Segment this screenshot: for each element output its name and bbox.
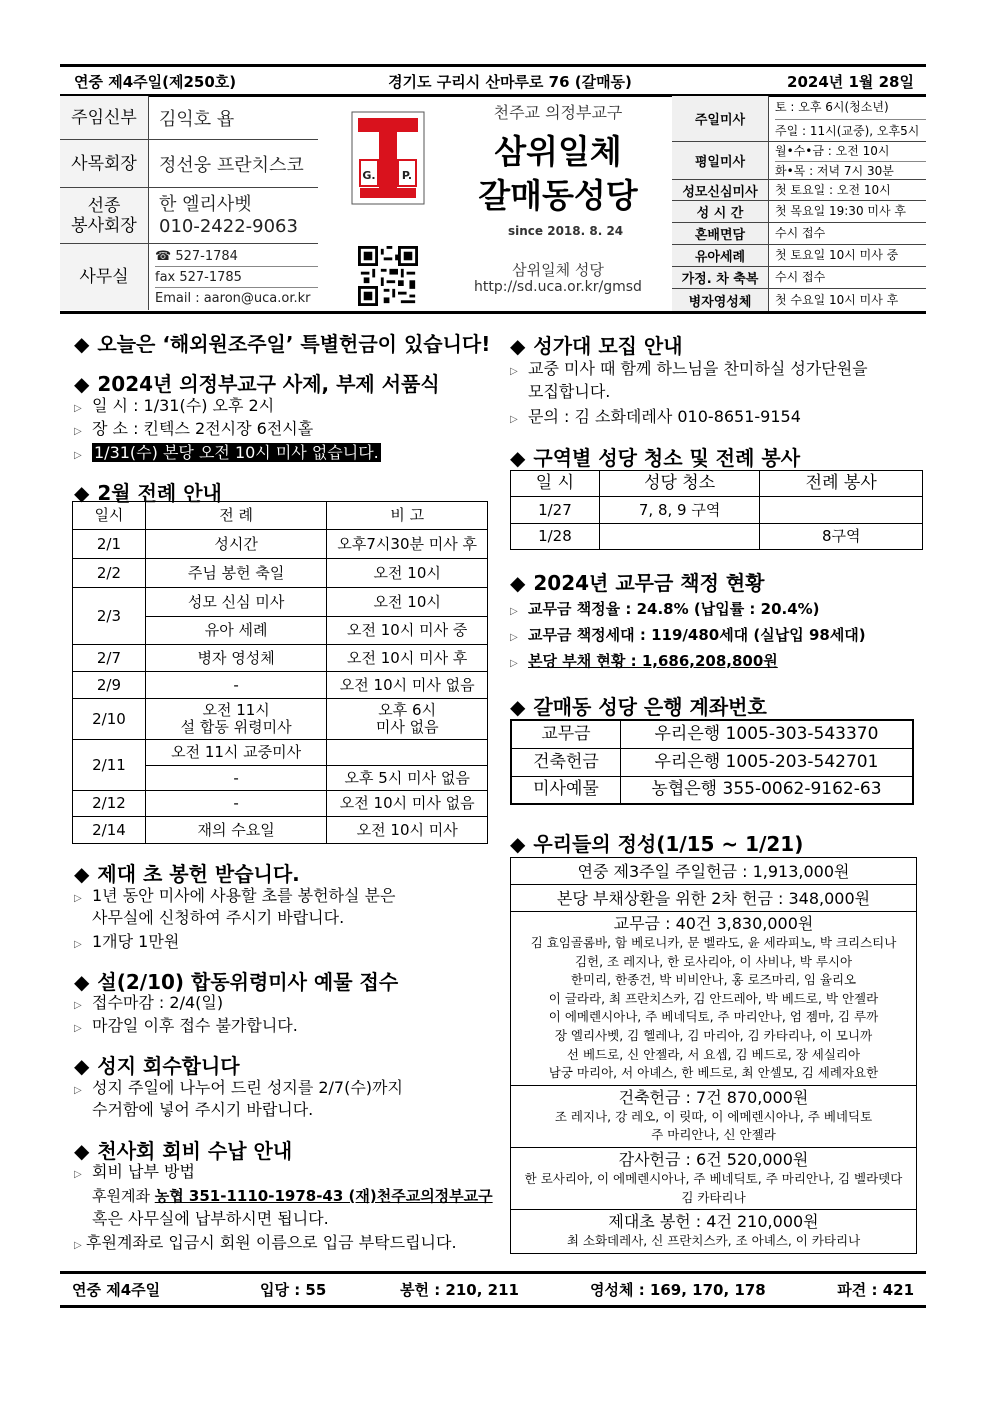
mass-time-line: 토 : 오후 6시(청소년) bbox=[775, 99, 889, 114]
name-line: 한미리, 한종건, 박 비비안나, 홍 로즈마리, 임 율리오 bbox=[570, 972, 857, 988]
mass-label: 병자영성체 bbox=[672, 289, 768, 311]
table-row: 2/3 성모 신심 미사 오전 10시 bbox=[73, 588, 488, 617]
office-info bbox=[148, 244, 318, 310]
table-header-row: 일 시 성당 청소 전례 봉사 bbox=[511, 471, 923, 497]
triangle-icon: ▷ bbox=[74, 939, 82, 950]
name-line: 주 마리안나, 신 안젤라 bbox=[651, 1127, 776, 1143]
col-liturgy: 전 례 bbox=[145, 502, 327, 530]
triangle-icon: ▷ bbox=[74, 426, 82, 437]
triangle-icon: ▷ bbox=[74, 1085, 82, 1096]
mass-label: 가정. 차 축복 bbox=[672, 267, 768, 288]
diamond-icon: ◆ bbox=[510, 832, 526, 856]
office-email: Email : aaron@uca.or.kr bbox=[155, 290, 311, 306]
diamond-icon: ◆ bbox=[74, 1054, 90, 1078]
table-row bbox=[511, 885, 917, 912]
triangle-icon: ▷ bbox=[510, 632, 518, 643]
col-date: 일시 bbox=[73, 502, 146, 530]
pastor-row bbox=[60, 96, 318, 140]
table-row: 2/12 - 오전 10시 미사 없음 bbox=[73, 791, 488, 817]
name-line: 최 소화데레사, 신 프란치스카, 조 아녜스, 이 카타리나 bbox=[566, 1233, 861, 1249]
site-url[interactable]: http://sd.uca.or.kr/gmsd bbox=[474, 279, 642, 295]
office-row bbox=[60, 244, 318, 310]
palm-info-cont: 수거함에 넣어 주시기 바랍니다. bbox=[92, 1100, 314, 1119]
tithe-rate: ▷ 교무금 책정율 : 24.8% (납입률 : 20.4%) bbox=[510, 598, 820, 623]
choir-info: ▷ 교중 미사 때 함께 하느님을 찬미하실 성가단원을 bbox=[510, 358, 868, 383]
table-row bbox=[511, 1210, 917, 1254]
name-line: 남궁 마리아, 서 아녜스, 한 베드로, 최 안셀모, 김 세례자요한 bbox=[548, 1065, 879, 1081]
candle-info: ▷ 1년 동안 미사에 사용할 초를 봉헌하실 분은 bbox=[74, 885, 395, 910]
feb-liturgy-table bbox=[72, 501, 488, 844]
parish-title-box bbox=[318, 96, 672, 311]
mission-label: 선종 봉사회장 bbox=[60, 188, 148, 243]
lunar-deadline: ▷ 접수마감 : 2/4(일) bbox=[74, 992, 223, 1017]
choir-contact: ▷ 문의 : 김 소화데레사 010-8651-9154 bbox=[510, 406, 801, 431]
mass-time bbox=[768, 96, 926, 141]
table-header-row bbox=[73, 502, 488, 530]
heading-feb-liturgy: ◆ 2월 전례 안내 bbox=[74, 481, 222, 505]
footer-entry: 입당 : 55 bbox=[260, 1280, 327, 1299]
heading-angel: ◆ 천사회 회비 수납 안내 bbox=[74, 1139, 293, 1163]
table-row: 1/27 7, 8, 9 구역 bbox=[511, 497, 923, 524]
triangle-icon: ▷ bbox=[510, 606, 518, 617]
offer-tithe-cell bbox=[511, 912, 917, 1086]
mass-row bbox=[672, 201, 926, 223]
diamond-icon: ◆ bbox=[74, 862, 90, 886]
heading-tithe: ◆ 2024년 교무금 책정 현황 bbox=[510, 571, 765, 595]
mass-time bbox=[768, 223, 926, 244]
heading-palm: ◆ 성지 회수합니다 bbox=[74, 1054, 240, 1078]
ordination-notice: ▷ 1/31(수) 본당 오전 10시 미사 없습니다. bbox=[74, 442, 381, 467]
triangle-icon: ▷ bbox=[74, 1023, 82, 1034]
bulletin-page bbox=[60, 0, 926, 1403]
mass-time bbox=[768, 245, 926, 266]
name-line: 조 레지나, 강 레오, 이 릿따, 이 에메렌시아나, 주 베네딕토 bbox=[554, 1108, 873, 1124]
lunar-notice: ▷ 마감일 이후 접수 불가합니다. bbox=[74, 1015, 298, 1040]
heading-bank: ◆ 갈매동 성당 은행 계좌번호 bbox=[510, 695, 767, 719]
choir-info-cont: 모집합니다. bbox=[528, 382, 611, 401]
issue-week: 연중 제4주일(제250호) bbox=[74, 72, 237, 91]
candle-price: ▷ 1개당 1만원 bbox=[74, 931, 179, 956]
diamond-icon: ◆ bbox=[74, 1139, 90, 1163]
ordination-place: ▷ 장 소 : 킨텍스 2전시장 6전시홀 bbox=[74, 418, 313, 443]
footer-bottom-rule bbox=[60, 1305, 926, 1308]
triangle-icon: ▷ bbox=[74, 1240, 82, 1251]
mass-label: 평일미사 bbox=[672, 142, 768, 179]
heading-choir: ◆ 성가대 모집 안내 bbox=[510, 334, 683, 358]
parish-logo-icon bbox=[350, 110, 426, 206]
office-fax: fax 527-1785 bbox=[155, 267, 318, 288]
logo-letter-g: G. bbox=[362, 169, 376, 182]
mission-phone: 010-2422-9063 bbox=[159, 215, 298, 237]
diamond-icon: ◆ bbox=[74, 332, 90, 356]
angel-account: 후원계좌 농협 351-1110-1978-43 (재)천주교의정부교구 bbox=[92, 1187, 493, 1205]
offer-build-names bbox=[511, 1108, 916, 1145]
heading-overseas-aid: ◆ 오늘은 ‘해외원조주일’ 특별헌금이 있습니다! bbox=[74, 332, 491, 356]
mass-time-line: 첫 토요일 10시 미사 중 bbox=[775, 248, 899, 262]
mass-time-line: 첫 목요일 19:30 미사 후 bbox=[775, 204, 906, 218]
triangle-icon: ▷ bbox=[510, 414, 518, 425]
footer-dismissal: 파견 : 421 bbox=[837, 1280, 914, 1299]
name-line: 이 에메렌시아나, 주 베네딕토, 주 마리안나, 엄 젬마, 김 루까 bbox=[548, 1009, 879, 1025]
triangle-icon: ▷ bbox=[74, 1169, 82, 1180]
heading-cleaning: ◆ 구역별 성당 청소 및 전례 봉사 bbox=[510, 446, 801, 470]
mass-label: 주일미사 bbox=[672, 96, 768, 141]
triangle-icon: ▷ bbox=[74, 403, 82, 414]
table-row: 2/10 오전 11시 설 합동 위령미사 오후 6시 미사 없음 bbox=[73, 699, 488, 740]
mass-label: 유아세례 bbox=[672, 245, 768, 266]
footer-communion: 영성체 : 169, 170, 178 bbox=[590, 1280, 766, 1299]
mass-row bbox=[672, 223, 926, 245]
offer-tithe: 교무금 : 40건 3,830,000원 bbox=[613, 914, 814, 933]
table-row: 2/2 주님 봉헌 축일 오전 10시 bbox=[73, 559, 488, 588]
mass-row bbox=[672, 142, 926, 180]
name-line: 한 로사리아, 이 에메렌시아나, 주 베네딕토, 주 마리안나, 김 벨라뎃다 bbox=[524, 1170, 903, 1186]
offer-thanks-cell bbox=[511, 1147, 917, 1209]
angel-method: ▷ 회비 납부 방법 bbox=[74, 1161, 195, 1186]
mass-time bbox=[768, 180, 926, 200]
diamond-icon: ◆ bbox=[74, 481, 90, 505]
founded-date: since 2018. 8. 24 bbox=[508, 224, 624, 238]
table-row bbox=[511, 1147, 917, 1209]
offer-candle: 제대초 봉헌 : 4건 210,000원 bbox=[608, 1212, 819, 1232]
mass-label: 성모신심미사 bbox=[672, 180, 768, 200]
office-tel: ☎ 527-1784 bbox=[155, 246, 318, 267]
mass-row bbox=[672, 180, 926, 201]
triangle-icon: ▷ bbox=[74, 1000, 82, 1011]
parish-address: 경기도 구리시 산마루로 76 (갈매동) bbox=[388, 72, 632, 91]
parish-title-1: 삼위일체 bbox=[494, 132, 622, 171]
parish-debt: ▷ 본당 부채 현황 : 1,686,208,800원 bbox=[510, 650, 778, 675]
top-line bbox=[60, 66, 926, 96]
mission-row bbox=[60, 188, 318, 244]
triangle-icon: ▷ bbox=[74, 450, 82, 461]
council-name: 정선웅 프란치스코 bbox=[148, 140, 318, 187]
diamond-icon: ◆ bbox=[510, 571, 526, 595]
mass-time-line: 첫 토요일 : 오전 10시 bbox=[775, 182, 891, 197]
table-row: 2/9 - 오전 10시 미사 없음 bbox=[73, 672, 488, 699]
mass-time bbox=[768, 142, 926, 179]
offerings-table bbox=[510, 857, 917, 1254]
mass-time bbox=[768, 201, 926, 222]
hymn-footer bbox=[60, 1274, 926, 1304]
table-row: 2/14 재의 수요일 오전 10시 미사 bbox=[73, 817, 488, 844]
table-row: 유아 세례 오전 10시 미사 중 bbox=[73, 617, 488, 645]
offer-build-cell bbox=[511, 1085, 917, 1147]
table-row: 2/7 병자 영성체 오전 10시 미사 후 bbox=[73, 645, 488, 672]
council-row bbox=[60, 140, 318, 188]
triangle-icon: ▷ bbox=[74, 893, 82, 904]
name-line: 김 카타리나 bbox=[681, 1189, 746, 1205]
triangle-icon: ▷ bbox=[510, 658, 518, 669]
name-line: 장 엘리사벳, 김 헬레나, 김 마리아, 김 카타리나, 이 모니까 bbox=[554, 1027, 873, 1043]
mass-row bbox=[672, 289, 926, 311]
col-note: 비 고 bbox=[327, 502, 488, 530]
heading-offerings: ◆ 우리들의 정성(1/15 ~ 1/21) bbox=[510, 832, 804, 856]
footer-offertory: 봉헌 : 210, 211 bbox=[400, 1280, 519, 1299]
council-label: 사목회장 bbox=[60, 140, 148, 187]
triangle-icon: ▷ bbox=[510, 366, 518, 377]
mass-schedule-box bbox=[672, 96, 926, 311]
mass-label: 혼배면담 bbox=[672, 223, 768, 244]
diamond-icon: ◆ bbox=[510, 334, 526, 358]
header bbox=[60, 96, 926, 311]
palm-info: ▷ 성지 주일에 나누어 드린 성지를 2/7(수)까지 bbox=[74, 1077, 403, 1102]
header-bottom-rule bbox=[60, 311, 926, 314]
offer-build: 건축헌금 : 7건 870,000원 bbox=[618, 1087, 809, 1107]
name-line: 김헌, 조 레지나, 한 로사리아, 이 사비나, 박 루시아 bbox=[574, 953, 853, 969]
pastor-label: 주임신부 bbox=[60, 96, 148, 139]
bank-table bbox=[510, 719, 914, 805]
footer-week: 연중 제4주일 bbox=[72, 1280, 161, 1299]
name-line: 김 효임골롬바, 함 베로니카, 문 벨라도, 윤 세라피노, 박 크리스티나 bbox=[530, 935, 897, 950]
mass-time bbox=[768, 289, 926, 311]
table-row bbox=[511, 858, 917, 885]
staff-box bbox=[60, 96, 318, 311]
cleaning-table bbox=[510, 470, 923, 550]
qr-code-icon[interactable] bbox=[358, 246, 418, 306]
logo-letter-p: P. bbox=[401, 169, 413, 182]
mass-row bbox=[672, 245, 926, 267]
name-line: 선 베드로, 신 안젤라, 서 요셉, 김 베드로, 장 세실리아 bbox=[566, 1046, 861, 1062]
diamond-icon: ◆ bbox=[510, 695, 526, 719]
mass-row bbox=[672, 267, 926, 289]
diocese-name: 천주교 의정부교구 bbox=[493, 103, 623, 122]
diamond-icon: ◆ bbox=[74, 970, 90, 994]
issue-date: 2024년 1월 28일 bbox=[787, 72, 914, 91]
mass-time-line: 주일 : 11시(교중), 오후5시 bbox=[775, 119, 926, 142]
offer-debt: 본당 부채상환을 위한 2차 헌금 : 348,000원 bbox=[511, 885, 917, 912]
table-row: 교무금 우리은행 1005-303-543370 bbox=[511, 720, 913, 748]
ordination-date: ▷ 일 시 : 1/31(수) 오후 2시 bbox=[74, 395, 274, 420]
mission-info bbox=[148, 188, 318, 243]
table-row bbox=[511, 1085, 917, 1147]
heading-candle: ◆ 제대 초 봉헌 받습니다. bbox=[74, 862, 300, 886]
table-row: 미사예물 농협은행 355-0062-9162-63 bbox=[511, 776, 913, 804]
mass-time bbox=[768, 267, 926, 288]
site-name: 삼위일체 성당 bbox=[512, 261, 604, 279]
mass-label: 성 시 간 bbox=[672, 201, 768, 222]
candle-info-cont: 사무실에 신청하여 주시기 바랍니다. bbox=[92, 908, 345, 927]
offer-tithe-names bbox=[511, 934, 916, 1083]
diamond-icon: ◆ bbox=[510, 446, 526, 470]
diamond-icon: ◆ bbox=[74, 372, 90, 396]
mass-time-line: 첫 수요일 10시 미사 후 bbox=[775, 292, 899, 307]
table-row: 건축헌금 우리은행 1005-203-542701 bbox=[511, 748, 913, 776]
name-line: 이 글라라, 최 프란치스카, 김 안드레아, 박 베드로, 박 안젤라 bbox=[548, 990, 879, 1006]
offer-thanks-names bbox=[511, 1170, 916, 1207]
mass-time-line: 수시 접수 bbox=[775, 270, 826, 284]
parish-title-2: 갈매동성당 bbox=[478, 176, 638, 215]
offer-sunday: 연중 제3주일 주일헌금 : 1,913,000원 bbox=[511, 858, 917, 885]
offer-candle-cell bbox=[511, 1210, 917, 1254]
mass-time-line: 월•수•금 : 오전 10시 bbox=[775, 143, 890, 158]
angel-note: ▷ 후원계좌로 입금시 회원 이름으로 입금 부탁드립니다. bbox=[74, 1232, 457, 1257]
mass-row bbox=[672, 96, 926, 142]
table-row: - 오후 5시 미사 없음 bbox=[73, 766, 488, 791]
table-row bbox=[511, 912, 917, 1086]
pastor-name: 김익호 욥 bbox=[148, 96, 318, 139]
mass-time-line: 수시 접수 bbox=[775, 226, 826, 240]
table-row: 1/28 8구역 bbox=[511, 524, 923, 550]
heading-lunar-mass: ◆ 설(2/10) 합동위령미사 예물 접수 bbox=[74, 970, 399, 994]
offer-thanks: 감사헌금 : 6건 520,000원 bbox=[618, 1149, 809, 1169]
table-row: 2/1 성시간 오후7시30분 미사 후 bbox=[73, 530, 488, 559]
mission-name: 한 엘리사벳 bbox=[159, 193, 252, 215]
heading-ordination: ◆ 2024년 의정부교구 사제, 부제 서품식 bbox=[74, 372, 440, 396]
mass-time-line: 화•목 : 저녁 7시 30분 bbox=[775, 161, 926, 180]
tithe-households: ▷ 교무금 책정세대 : 119/480세대 (실납입 98세대) bbox=[510, 624, 866, 649]
offer-candle-names bbox=[511, 1232, 916, 1251]
office-label: 사무실 bbox=[60, 244, 148, 310]
table-row: 2/11 오전 11시 교중미사 bbox=[73, 740, 488, 766]
angel-office: 혹은 사무실에 납부하시면 됩니다. bbox=[92, 1209, 329, 1228]
